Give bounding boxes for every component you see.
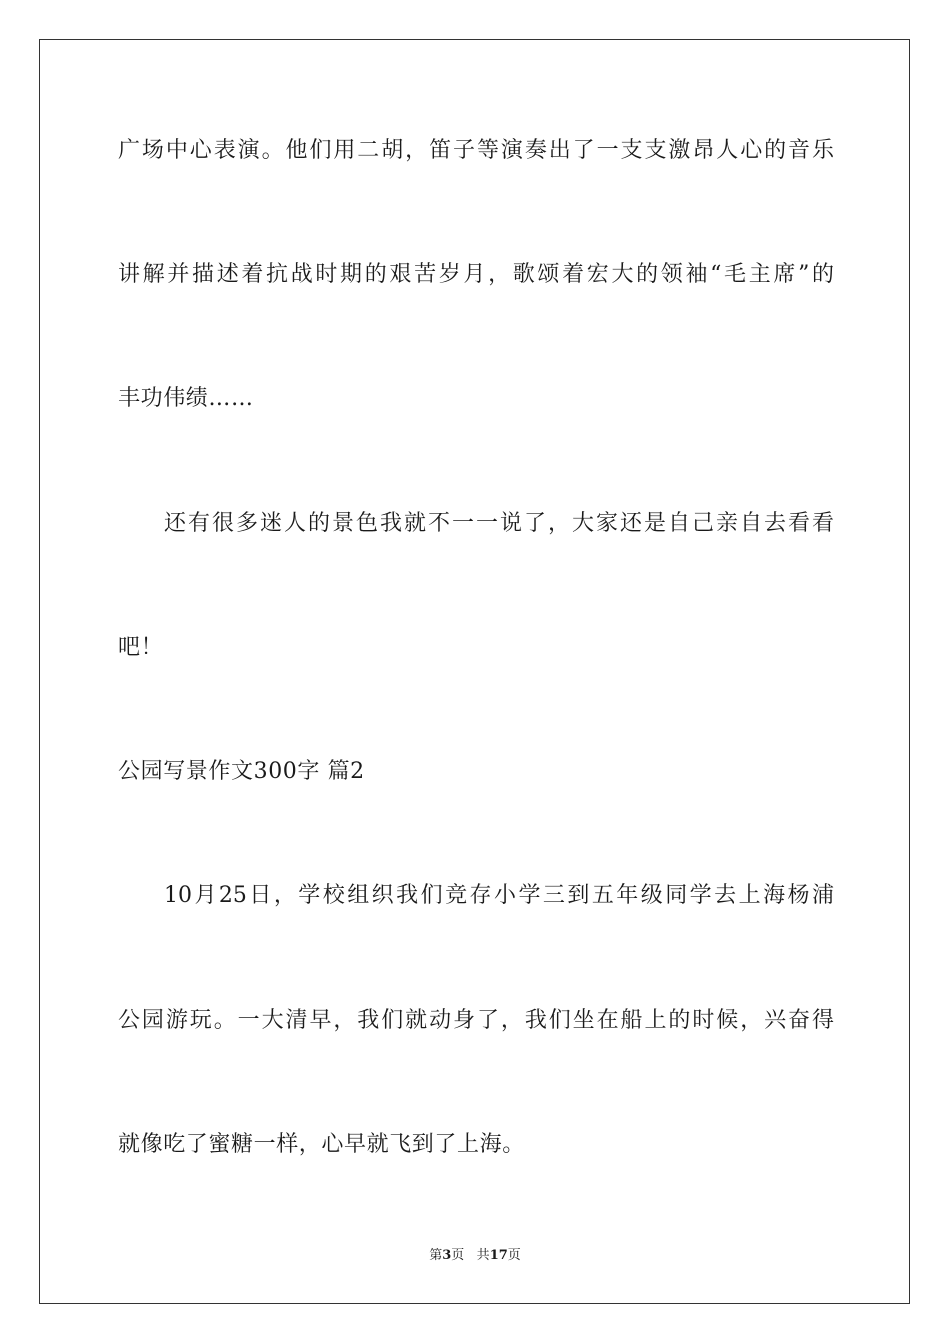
paragraph-line-1: 广场中心表演。他们用二胡，笛子等演奏出了一支支激昂人心的音乐 (118, 138, 834, 163)
footer-total-prefix: 共 (476, 1248, 490, 1263)
paragraph-line-6: 10月25日，学校组织我们竞存小学三到五年级同学去上海杨浦 (164, 883, 834, 908)
page-border (39, 39, 910, 1304)
section-heading: 公园写景作文300字 篇2 (118, 759, 365, 784)
footer-total-suffix: 页 (507, 1248, 521, 1263)
footer-page-number: 3 (442, 1248, 452, 1263)
page-footer (0, 1247, 950, 1265)
paragraph-line-3: 丰功伟绩…… (118, 386, 254, 411)
paragraph-line-7: 公园游玩。一大清早，我们就动身了，我们坐在船上的时候，兴奋得 (118, 1008, 834, 1033)
footer-total-pages: 17 (489, 1248, 508, 1263)
footer-page-prefix: 第 (429, 1248, 443, 1263)
paragraph-line-2: 讲解并描述着抗战时期的艰苦岁月，歌颂着宏大的领袖“毛主席”的 (118, 262, 834, 287)
paragraph-line-8: 就像吃了蜜糖一样，心早就飞到了上海。 (118, 1132, 525, 1157)
paragraph-line-5: 吧！ (118, 635, 164, 660)
paragraph-line-4: 还有很多迷人的景色我就不一一说了，大家还是自己亲自去看看 (164, 511, 834, 536)
footer-page-suffix: 页 (451, 1248, 465, 1263)
